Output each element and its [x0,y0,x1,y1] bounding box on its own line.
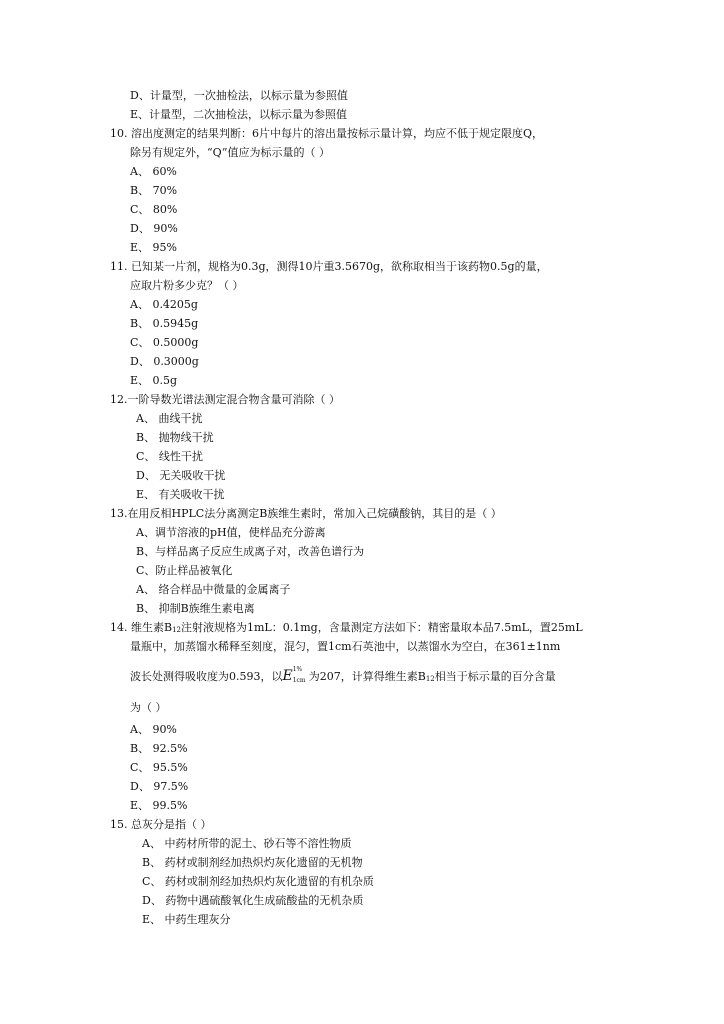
question-15-option: D、 药物中遇硫酸氧化生成硫酸盐的无机杂质 [142,894,364,907]
question-12-option: A、 曲线干扰 [136,412,203,425]
question-13-stem: 13.在用反相HPLC法分离测定B族维生素时，常加入己烷磺酸钠，其目的是（ ） [110,507,502,520]
option-line: D、计量型，一次抽检法，以标示量为参照值 [130,89,348,102]
option-line: E、计量型，二次抽检法，以标示量为参照值 [130,108,348,121]
question-13-option: A、调节溶液的pH值，使样品充分游离 [136,526,326,539]
question-11-option: C、 0.5000g [130,336,199,349]
question-10-option: D、 90% [130,222,178,235]
question-15-option: E、 中药生理灰分 [142,913,231,926]
question-12-option: B、 抛物线干扰 [136,431,214,444]
question-12-option: E、 有关吸收干扰 [136,488,225,501]
question-15-option: A、 中药材所带的泥土、砂石等不溶性物质 [142,837,352,850]
question-14-option: D、 97.5% [130,780,189,793]
question-15-stem: 15. 总灰分是指（ ） [110,818,212,831]
question-11-option: E、 0.5g [130,374,178,387]
question-14-option: E、 99.5% [130,799,188,812]
question-15-option: B、 药材或制剂经加热炽灼灰化遗留的无机物 [142,856,363,869]
question-11-stem: 11. 已知某一片剂，规格为0.3g，测得10片重3.5670g，欲称取相当于该药物0.5g的量， [110,260,548,273]
question-13-option: C、防止样品被氧化 [136,564,233,577]
question-12-option: D、 无关吸收干扰 [136,469,226,482]
question-11-option: D、 0.3000g [130,355,199,368]
question-10-stem-cont: 除另有规定外，“Q”值应为标示量的（ ） [130,146,330,159]
question-11-stem-cont: 应取片粉多少克？（ ） [130,279,244,292]
question-10-option: E、 95% [130,241,177,254]
absorptivity-symbol: E [282,668,293,684]
question-14-option: B、 92.5% [130,742,188,755]
question-11-option: B、 0.5945g [130,317,199,330]
question-10-option: B、 70% [130,184,178,197]
question-14-stem-cont: 量瓶中，加蒸馏水稀释至刻度，混匀，置1cm石英池中，以蒸馏水为空白，在361±1nm [130,640,561,653]
question-13-option: B、 抑制B族维生素电离 [136,602,255,615]
question-10-option: A、 60% [130,165,177,178]
question-list [110,86,620,929]
question-14-stem-formula: 波长处测得吸收度为0.593，以E 1% 1cm 为207，计算得维生素B12相当于标示量的百分含量 [130,666,556,684]
question-13-option: A、 络合样品中微量的金属离子 [136,583,291,596]
question-14-stem: 14. 维生素B12注射液规格为1mL：0.1mg，含量测定方法如下：精密量取本品7.5mL，置25mL [110,621,583,634]
question-15-option: C、 药材或制剂经加热炽灼灰化遗留的有机杂质 [142,875,374,888]
question-10-stem: 10. 溶出度测定的结果判断：6片中每片的溶出量按标示量计算，均应不低于规定限度Q， [110,127,544,140]
question-14-option: C、 95.5% [130,761,188,774]
question-10-option: C、 80% [130,203,178,216]
question-12-stem: 12.一阶导数光谱法测定混合物含量可消除（ ） [110,393,340,406]
question-13-option: B、与样品离子反应生成离子对，改善色谱行为 [136,545,365,558]
question-12-option: C、 线性干扰 [136,450,203,463]
question-11-option: A、 0.4205g [130,298,198,311]
question-14-option: A、 90% [130,723,177,736]
question-14-stem-end: 为（ ） [130,701,167,714]
